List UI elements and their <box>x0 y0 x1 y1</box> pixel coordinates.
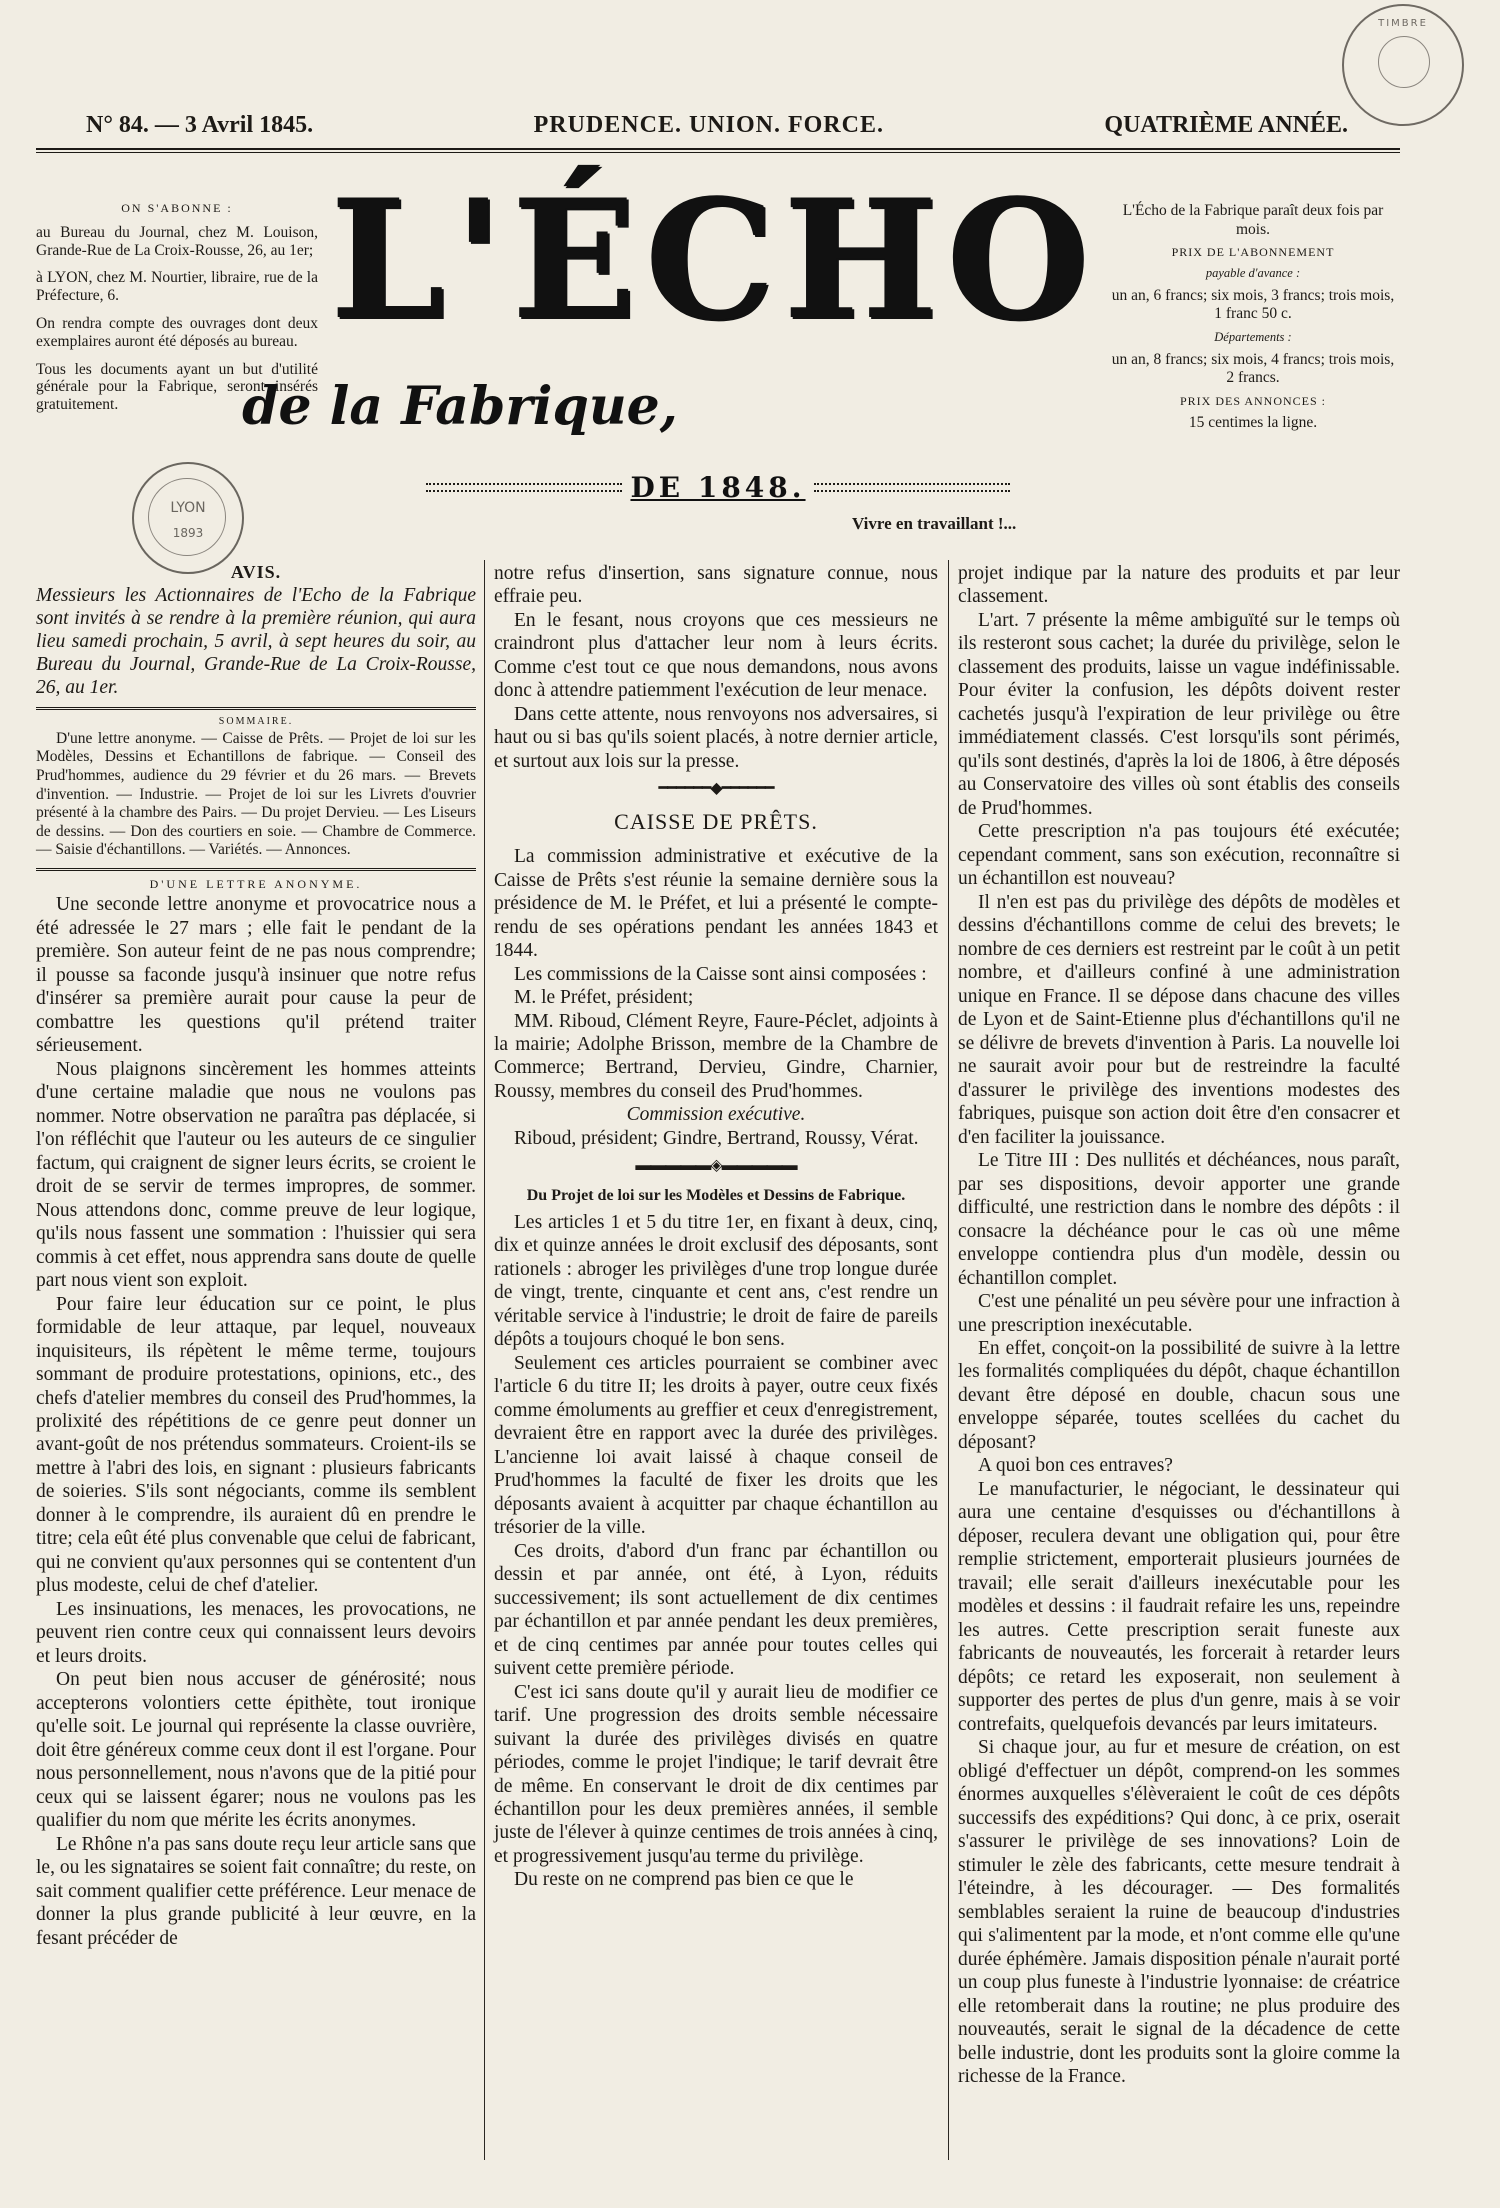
price-local: un an, 6 francs; six mois, 3 francs; trois mois, 1 franc 50 c. <box>1111 286 1395 323</box>
motto: PRUDENCE. UNION. FORCE. <box>533 112 884 138</box>
divider <box>36 707 476 710</box>
ornamental-separator: ━━━━━━◆━━━━━━ <box>658 780 774 798</box>
paragraph: Le Rhône n'a pas sans doute reçu leur article sans que le, ou les signataires se soient fait connaître; du reste, on sait comment qualifier cette préférence. Leur menace de donner la plus grande publicité à leur œuvre, en la fesant précéder de <box>36 1833 476 1949</box>
paragraph: C'est ici sans doute qu'il y aurait lieu de modifier ce tarif. Une progression des droits semble nécessaire suivant la durée des privilèges divisés en quatre périodes, comme le projet l'indique; le tarif devrait être de même. En conservant le droit de dix centimes par échantillon pour les deux premières années, il semble juste de l'élever à quinze centimes de trois années à cinq, et progressivement jusqu'au terme du privilège. <box>494 1681 938 1867</box>
paragraph: Le manufacturier, le négociant, le dessinateur qui aura une centaine d'esquisses ou d'échantillons à déposer, reculera devant une obligation qui, pour être remplie strictement, emporterait plusieurs journées de travail; elle serait d'ailleurs inexécutable pour les modèles et dessins : il faudrait refaire les uns, repeindre les autres. Cette prescription serait funeste aux fabricants de nouveautés, les forcerait à retarder leurs dépôts; ce retard les exposerait, non seulement à supporter des pertes de plus d'un genre, mais à se voir contrefaits, quelquefois devancés par leurs imitateurs. <box>958 1478 1400 1735</box>
paragraph: MM. Riboud, Clément Reyre, Faure-Péclet, adjoints à la mairie; Adolphe Brisson, membre de la Chambre de Commerce; Bertrand, Dervieu, Gindre, Charnier, Roussy, membres du conseil des Prud'hommes. <box>494 1010 938 1102</box>
pricing-info <box>1108 202 1398 439</box>
paragraph: Riboud, président; Gindre, Bertrand, Roussy, Vérat. <box>514 1127 919 1149</box>
article-heading: CAISSE DE PRÊTS. <box>614 808 818 834</box>
ads-price: 15 centimes la ligne. <box>1188 414 1318 432</box>
divider <box>36 868 476 871</box>
frequency: L'Écho de la Fabrique paraît deux fois par mois. <box>1122 202 1384 238</box>
article-heading: D'UNE LETTRE ANONYME. <box>149 876 363 891</box>
paragraph: Le Titre III : Des nullités et déchéances, nous paraît, par ses dispositions, devoir apporter une grande difficulté, une restriction dans le nombre des dépôts : il consacre la déchéance pour le cas où une même enveloppe contiendra plus d'un modèle, dessin ou échantillon complet. <box>958 1150 1400 1289</box>
tax-stamp: TIMBRE <box>1342 4 1464 126</box>
summary-heading: SOMMAIRE. <box>218 715 294 727</box>
paragraph: Cette prescription n'a pas toujours été exécutée; cependant comment, sans son exécution, reconnaître si un échantillon est nouveau? <box>958 821 1400 890</box>
column-divider <box>484 560 485 2160</box>
header-rule <box>36 148 1400 150</box>
paragraph: L'art. 7 présente la même ambiguïté sur le temps où ils resteront sous cachet; la durée du privilège, selon le classement des produits, laisse un vague indéfinissable. Pour éviter la confusion, les dépôts doivent rester cachetés jusqu'à l'expiration de leur privilège ou être immédiatement classés. C'est lorsqu'ils sont périmés, qu'ils sont destinés, d'après la loi de 1806, à être déposés au Conservatoire des villes où sont établis des conseils de Prud'hommes. <box>958 609 1400 819</box>
paragraph: A quoi bon ces entraves? <box>978 1455 1173 1477</box>
paragraph: Il n'en est pas du privilège des dépôts de modèles et dessins d'échantillons comme de celui des brevets; le nombre de ces derniers est restreint par le coût à un petit nombre, et d'ailleurs confiné à une administration unique en France. Il se dépose dans chacune des villes de Lyon et de Saint-Etienne plus d'échantillons qu'il ne se délivre de brevets d'invention à Paris. La nouvelle loi ne saurait avoir pour but de restreindre la faculté d'assurer le privilège des inventions modestes des fabriques, puisque son action doit être d'en consacrer et d'en faciliter la jouissance. <box>958 891 1400 1148</box>
masthead-year: DE 1848. <box>630 470 806 504</box>
masthead-title: L'ÉCHO <box>330 163 1097 356</box>
paragraph: Ces droits, d'abord d'un franc par échantillon ou dessin et par année, ont été, à Lyon, réduits successivement; ils sont actuellement de dix centimes par échantillon et par année pendant les deux premières, et de cinq centimes par année pour toutes celles qui suivent cette première période. <box>494 1540 938 1680</box>
paragraph: Les insinuations, les menaces, les provocations, ne peuvent rien contre ceux qui connaissent leurs devoirs et leurs droits. <box>36 1598 476 1667</box>
ornamental-separator: ▬▬▬▬▬◈▬▬▬▬▬ <box>635 1157 797 1175</box>
tagline: Vivre en travaillant !... <box>852 514 1017 533</box>
masthead <box>330 163 1097 388</box>
notice-heading: AVIS. <box>230 562 282 582</box>
masthead-subtitle: de la Fabrique, <box>242 376 678 437</box>
paragraph: M. le Préfet, président; <box>514 987 694 1009</box>
subheading: Commission exécutive. <box>626 1104 806 1126</box>
column-3 <box>958 562 1400 2088</box>
price-heading: PRIX DE L'ABONNEMENT <box>1171 245 1335 260</box>
payable-note: payable d'avance : <box>1205 265 1301 280</box>
year-ornament <box>418 470 1018 504</box>
subscription-lyon: à LYON, chez M. Nourtier, libraire, rue de la Préfecture, 6. <box>36 269 318 305</box>
subscription-heading: ON S'ABONNE : <box>121 201 233 215</box>
paragraph: projet indique par la nature des produits et par leur classement. <box>958 563 1400 608</box>
price-departments: un an, 8 francs; six mois, 4 francs; trois mois, 2 francs. <box>1111 350 1395 387</box>
documents-notice: Tous les documents ayant un but d'utilité générale pour la Fabrique, seront insérés gratuitement. <box>36 360 318 414</box>
subscription-office: au Bureau du Journal, chez M. Louison, Grande-Rue de La Croix-Rousse, 26, au 1er; <box>36 223 318 259</box>
paragraph: Dans cette attente, nous renvoyons nos adversaires, si haut ou si bas qu'ils soient placés, à notre dernier article, et surtout aux lois sur la presse. <box>494 703 938 772</box>
paragraph: Du reste on ne comprend pas bien ce que le <box>514 1869 854 1891</box>
header-line <box>86 112 1348 139</box>
paragraph: Les commissions de la Caisse sont ainsi composées : <box>514 963 927 985</box>
column-1 <box>36 562 476 1950</box>
paragraph: Pour faire leur éducation sur ce point, le plus formidable de leur attaque, par lequel, nouveaux inquisiteurs, ils répètent le même terme, toujours sommant de produire protestations, opinions, etc., des chefs d'atelier membres du conseil des Prud'hommes, la prolixité des répétitions de ce genre peut donner un avant-goût de nos prétendus sommateurs. Croient-ils se mettre à l'abri des lois, en signant : plusieurs fabricants de soieries. S'ils sont négociants, comme ils semblent donner à le comprendre, ils auraient dû en prendre le titre; cela eût été plus convenable que celui de fabricant, qui ne convient qu'aux personnes qui se contentent d'un plus modeste, celui de chef d'atelier. <box>36 1293 476 1597</box>
notice-text: Messieurs les Actionnaires de l'Echo de la Fabrique sont invités à se rendre à la première réunion, qui aura lieu samedi prochain, 5 avril, à sept heures du soir, au Bureau du Journal, Grande-Rue de La Croix-Rousse, 26, au 1er. <box>36 584 476 698</box>
paragraph: Si chaque jour, au fur et mesure de création, on est obligé d'effectuer un dépôt, comprend-on les sommes énormes auxquelles s'élèveraient le coût de ces dépôts successifs des expéditions? Qui donc, à ce prix, oserait s'assurer le privilège de ses innovations? Loin de stimuler le zèle des fabricants, cette mesure tendrait à l'éteindre, à les décourager. — Des formalités semblables seraient la ruine de beaucoup d'industries qui s'alimentent par la mode, et n'ont comme elle qu'une durée éphémère. Jamais disposition pénale n'aurait porté un coup plus funeste à l'industrie lyonnaise: de créatrice elle retomberait dans la routine; ne plus produire des nouveautés, serait le signal de la décadence de cette belle industrie, dont les produits sont la gloire comme la richesse de la France. <box>958 1737 1400 2087</box>
paragraph: En le fesant, nous croyons que ces messieurs ne craindront plus d'attacher leur nom à leurs écrits. Comme c'est tout ce que nous demandons, nous avons donc à attendre patiemment l'exécution de leur menace. <box>494 609 938 702</box>
departments-heading: Départements : <box>1214 329 1292 344</box>
column-2 <box>494 562 938 1892</box>
article-heading: Du Projet de loi sur les Modèles et Dessins de Fabrique. <box>526 1186 906 1204</box>
issue-year: QUATRIÈME ANNÉE. <box>1104 112 1348 138</box>
paragraph: Nous plaignons sincèrement les hommes atteints d'une certaine maladie que nous ne voulons pas nommer. Notre observation ne paraîtra pas déplacée, si l'on réfléchit que l'auteur ou les auteurs de ce singulier factum, qui craignent de signer leurs écrits, se croient le droit de se servir de termes impropres, de sommer. Nous attendons donc, comme preuve de leur logique, qu'ils nous fassent une sommation : l'huissier qui sera commis à cet effet, nous apprendra sans doute de quelle part nous vient son exploit. <box>36 1058 476 1292</box>
paragraph: Seulement ces articles pourraient se combiner avec l'article 6 du titre II; les droits à payer, outre ceux fixés comme émoluments au greffier et ceux d'enregistrement, devraient être en rapport avec la durée des privilèges. L'ancienne loi avait laissé à chaque conseil de Prud'hommes la faculté de fixer les droits que les déposants avaient à acquitter par chaque échantillon au trésorier de la ville. <box>494 1352 938 1539</box>
header-rule-thin <box>36 152 1400 153</box>
paragraph: La commission administrative et exécutive de la Caisse de Prêts s'est réunie la semaine dernière sous la présidence de M. le Préfet, et lui a présenté le compte-rendu de ses opérations pendant les années 1843 et 1844. <box>494 846 938 962</box>
column-divider <box>948 560 949 2160</box>
paragraph: En effet, conçoit-on la possibilité de suivre à la lettre les formalités compliquées du dépôt, chaque échantillon devant être déposé en double, chacun sous une enveloppe séparée, toutes scellées du cachet du déposant? <box>958 1337 1400 1453</box>
review-notice: On rendra compte des ouvrages dont deux exemplaires auront été déposés au bureau. <box>36 315 318 350</box>
paragraph: Une seconde lettre anonyme et provocatrice nous a été adressée le 27 mars ; elle fait le pendant de la première. Son auteur feint de ne pas nous comprendre; il pousse sa faconde jusqu'à insinuer que notre refus d'insérer sa première aurait pour cause la peur de combattre les questions qu'il prétend traiter sérieusement. <box>36 894 476 1057</box>
issue-number-date: N° 84. — 3 Avril 1845. <box>86 112 314 138</box>
summary-text: D'une lettre anonyme. — Caisse de Prêts. — Projet de loi sur les Modèles, Dessins et Echantillons de fabrique. — Conseil des Prud'hommes, audience du 29 février et du 26 mars. — Brevets d'invention. — Industrie. — Projet de loi sur les Livrets d'ouvrier présenté à la chambre des Pairs. — Du projet Dervieu. — Les Liseurs de dessins. — Don des courtiers en soie. — Chambre de Commerce. — Saisie d'échantillons. — Variétés. — Annonces. <box>36 729 476 859</box>
paragraph: On peut bien nous accuser de générosité; nous accepterons volontiers cette épithète, tout ironique qu'elle soit. Le journal qui représente la classe ouvrière, doit être généreux comme ceux dont il est l'organe. Pour nous personnellement, nous n'avons que de la pitié pour ceux qui se laissent égarer; nous ne voulons pas les qualifier du nom que mérite les écrits anonymes. <box>36 1669 476 1832</box>
library-stamp: LYON 1893 <box>132 462 244 574</box>
paragraph: notre refus d'insertion, sans signature connue, nous effraie peu. <box>494 563 938 608</box>
ads-heading: PRIX DES ANNONCES : <box>1179 393 1327 408</box>
paragraph: Les articles 1 et 5 du titre 1er, en fixant à deux, cinq, dix et quinze années le droit exclusif des déposants, sont rationels : abroger les privilèges d'une trop longue durée de vingt, trente, cinquante et cent ans, c'est rendre un véritable service à l'industrie; le droit de faire de pareils dépôts a toujours choqué le bon sens. <box>494 1211 938 1351</box>
paragraph: C'est une pénalité un peu sévère pour une infraction à une prescription inexécutable. <box>958 1291 1400 1336</box>
